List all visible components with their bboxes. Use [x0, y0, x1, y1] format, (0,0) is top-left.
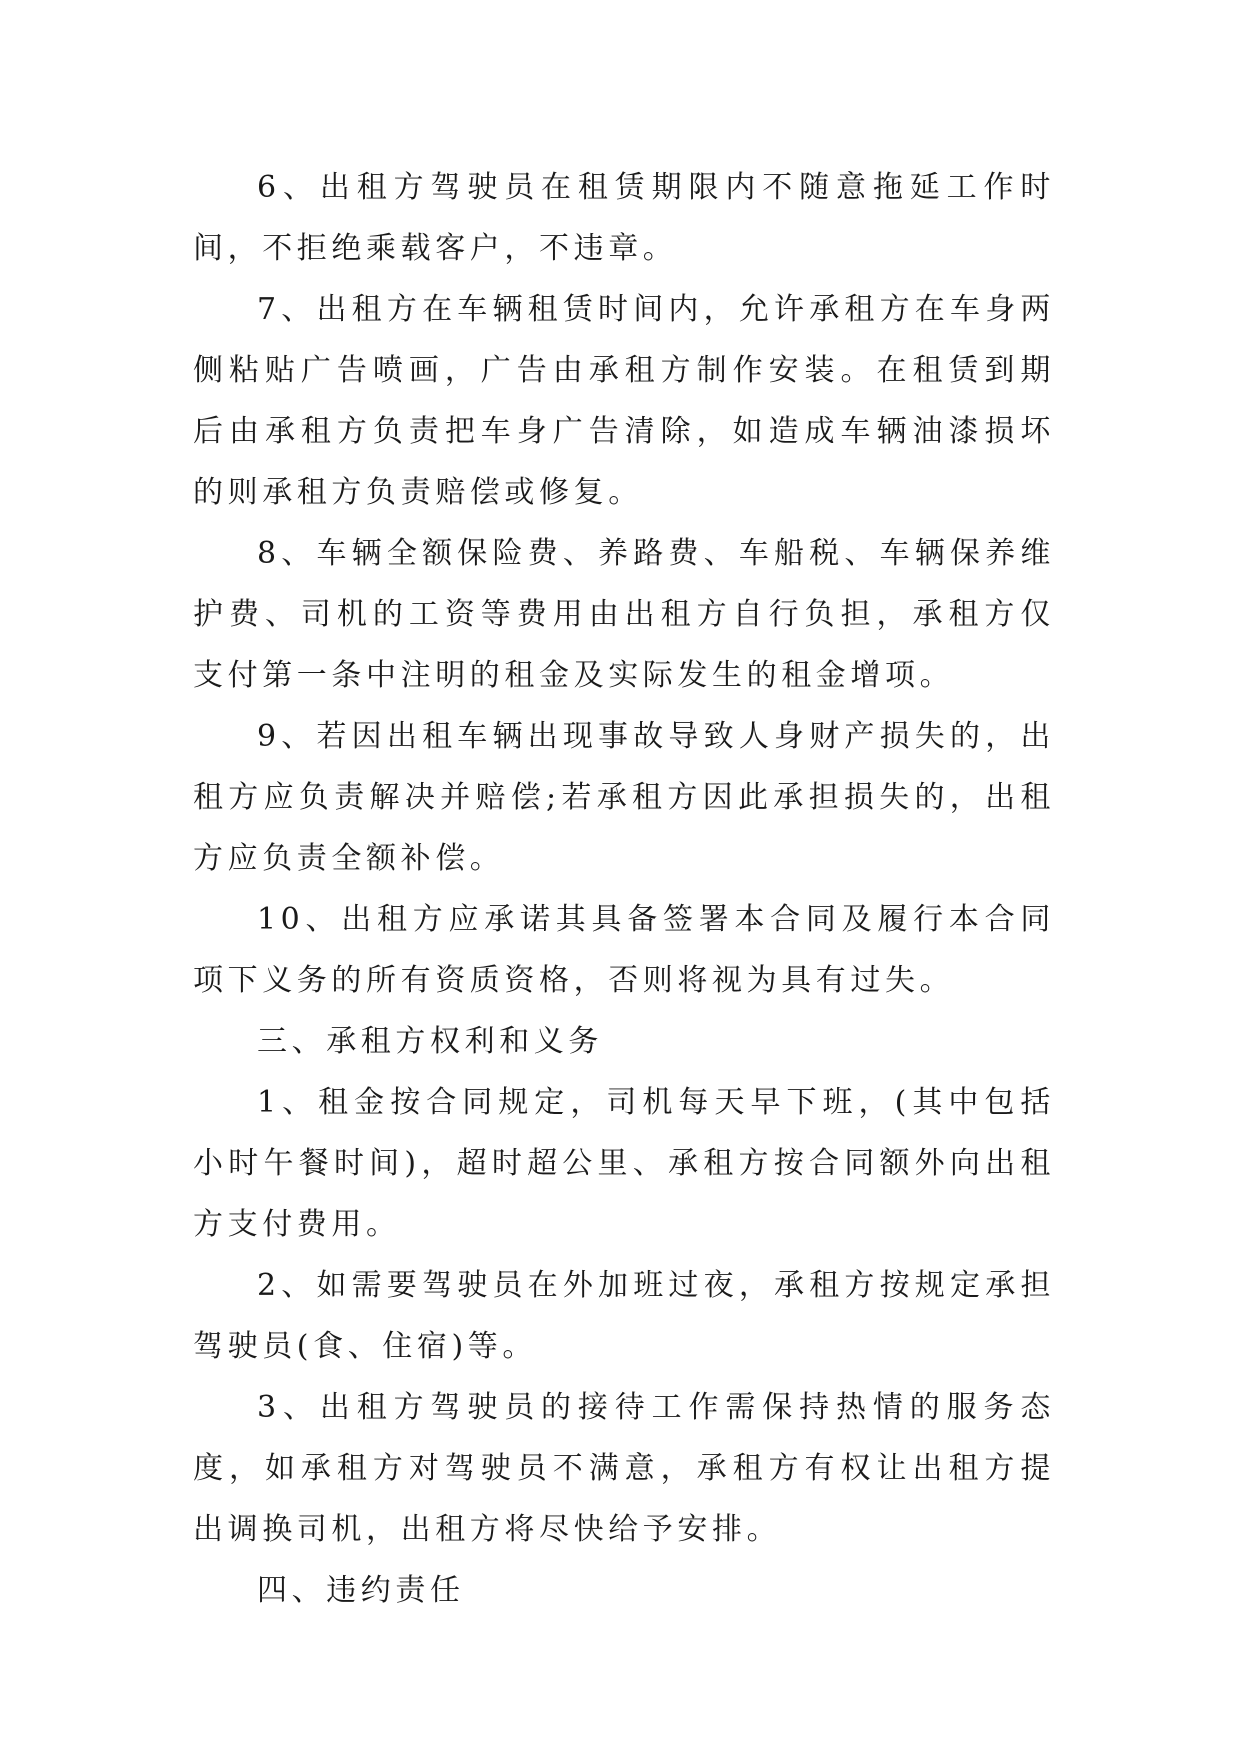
lessee-clause-3-service-attitude: 3、出租方驾驶员的接待工作需保持热情的服务态度，如承租方对驾驶员不满意，承租方有权让出租方提出调换司机，出租方将尽快给予安排。 — [193, 1390, 1055, 1547]
section-heading-lessee-rights: 三、承租方权利和义务 — [257, 1024, 603, 1059]
clause-8-fees-responsibility: 8、车辆全额保险费、养路费、车船税、车辆保养维护费、司机的工资等费用由出租方自行负担，承租方仅支付第一条中注明的租金及实际发生的租金增项。 — [193, 536, 1055, 693]
lessee-clause-1-rent-hours: 1、租金按合同规定，司机每天早下班，(其中包括小时午餐时间)，超时超公里、承租方按合同额外向出租方支付费用。 — [193, 1085, 1055, 1242]
clause-10-qualifications: 10、出租方应承诺其具备签署本合同及履行本合同项下义务的所有资质资格，否则将视为具有过失。 — [193, 902, 1055, 998]
clause-7-vehicle-advertising: 7、出租方在车辆租赁时间内，允许承租方在车身两侧粘贴广告喷画，广告由承租方制作安装。在租赁到期后由承租方负责把车身广告清除，如造成车辆油漆损坏的则承租方负责赔偿或修复。 — [193, 292, 1055, 510]
clause-9-accident-compensation: 9、若因出租车辆出现事故导致人身财产损失的，出租方应负责解决并赔偿;若承租方因此承担损失的，出租方应负责全额补偿。 — [193, 719, 1055, 876]
section-heading-breach-liability: 四、违约责任 — [257, 1573, 465, 1608]
lessee-clause-2-overtime: 2、如需要驾驶员在外加班过夜，承租方按规定承担驾驶员(食、住宿)等。 — [193, 1268, 1055, 1364]
document-body — [193, 157, 1055, 1621]
clause-6-driver-punctuality: 6、出租方驾驶员在租赁期限内不随意拖延工作时间，不拒绝乘载客户，不违章。 — [193, 170, 1055, 266]
